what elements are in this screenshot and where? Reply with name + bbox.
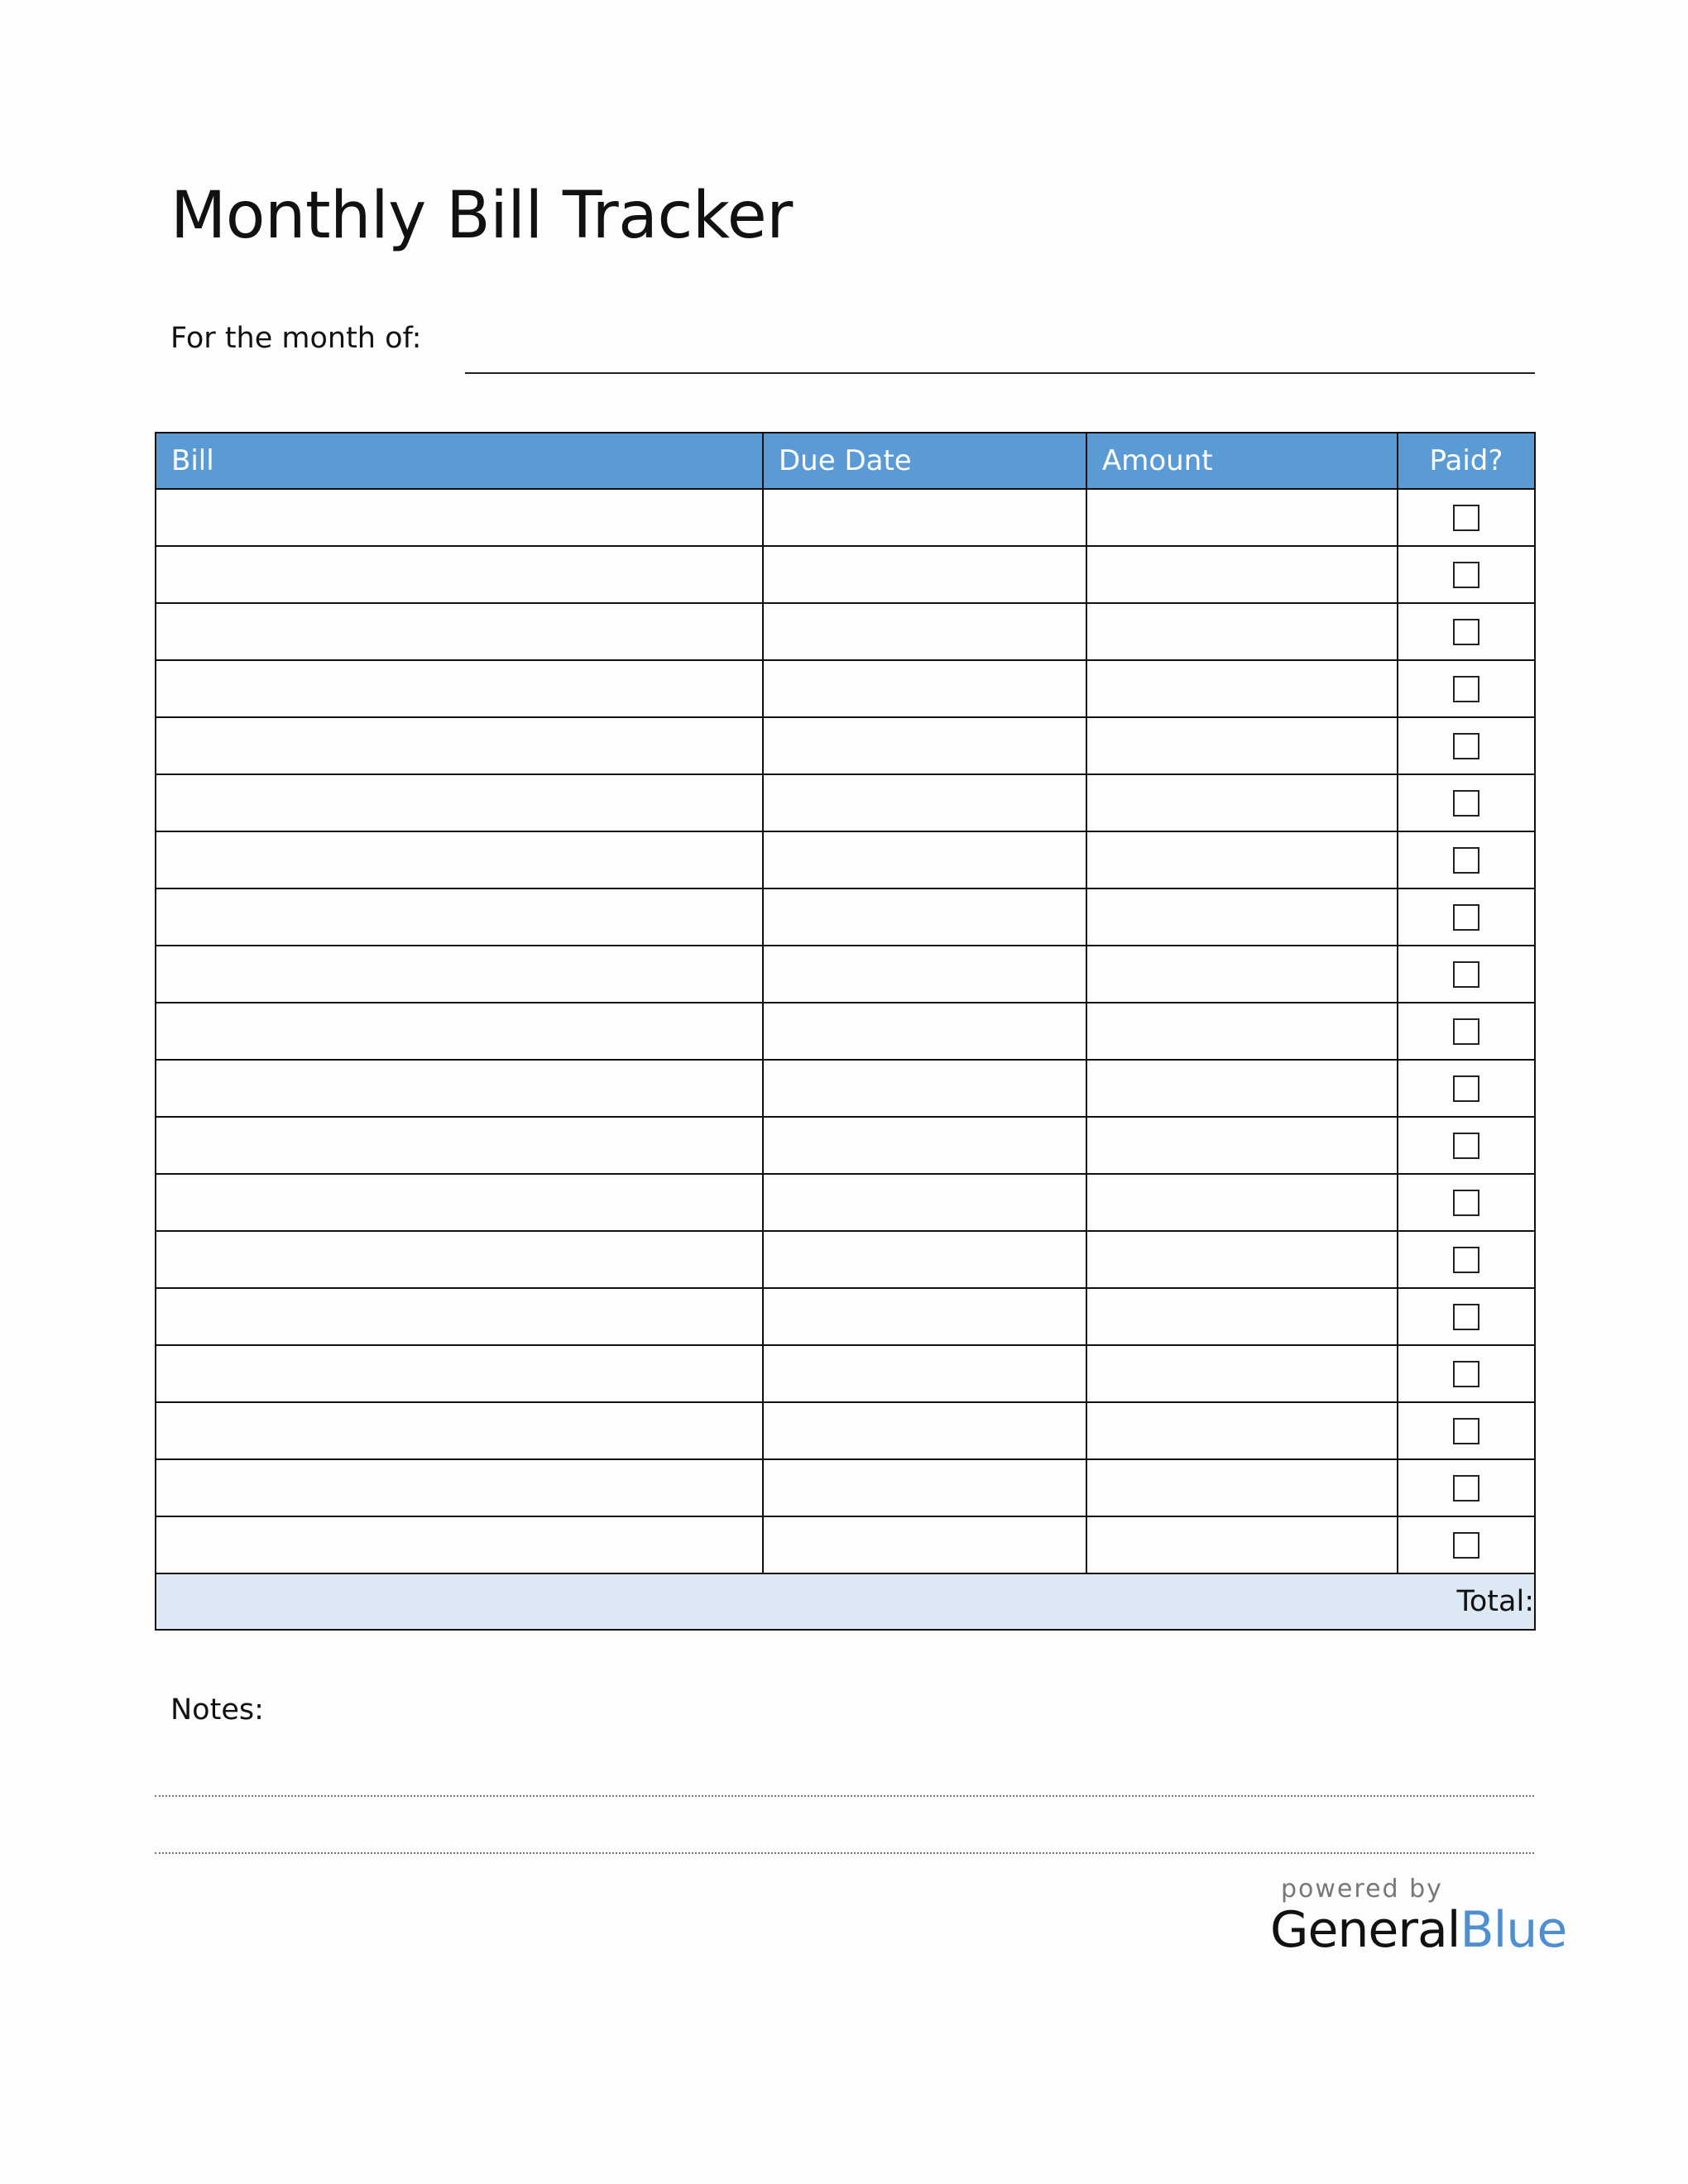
bill-cell[interactable]	[156, 1345, 763, 1402]
bill-cell[interactable]	[156, 1003, 763, 1060]
powered-by-text: powered by	[1281, 1875, 1443, 1904]
amount-cell[interactable]	[1086, 546, 1398, 603]
bill-cell[interactable]	[156, 1060, 763, 1117]
amount-cell[interactable]	[1086, 603, 1398, 660]
amount-cell[interactable]	[1086, 774, 1398, 831]
total-row	[156, 1573, 1535, 1630]
bill-cell[interactable]	[156, 546, 763, 603]
bill-cell[interactable]	[156, 774, 763, 831]
bill-cell[interactable]	[156, 489, 763, 546]
table-row	[156, 774, 1535, 831]
paid-cell	[1398, 1516, 1535, 1573]
bill-cell[interactable]	[156, 660, 763, 717]
paid-cell	[1398, 1459, 1535, 1516]
paid-checkbox[interactable]	[1453, 1247, 1479, 1273]
paid-checkbox[interactable]	[1453, 904, 1479, 931]
table-row	[156, 1345, 1535, 1402]
bill-cell[interactable]	[156, 1288, 763, 1345]
paid-cell	[1398, 660, 1535, 717]
table-row	[156, 603, 1535, 660]
table-row	[156, 946, 1535, 1003]
paid-cell	[1398, 1117, 1535, 1174]
paid-checkbox[interactable]	[1453, 1532, 1479, 1559]
due-date-cell[interactable]	[763, 1231, 1086, 1288]
paid-cell	[1398, 1288, 1535, 1345]
table-row	[156, 546, 1535, 603]
paid-cell	[1398, 1003, 1535, 1060]
bill-cell[interactable]	[156, 1231, 763, 1288]
amount-cell[interactable]	[1086, 1402, 1398, 1459]
due-date-cell[interactable]	[763, 546, 1086, 603]
bill-cell[interactable]	[156, 946, 763, 1003]
due-date-cell[interactable]	[763, 1288, 1086, 1345]
amount-cell[interactable]	[1086, 1516, 1398, 1573]
amount-cell[interactable]	[1086, 660, 1398, 717]
table-row	[156, 489, 1535, 546]
brand-blue: Blue	[1460, 1901, 1567, 1959]
table-row	[156, 831, 1535, 888]
paid-cell	[1398, 1174, 1535, 1231]
amount-cell[interactable]	[1086, 1288, 1398, 1345]
notes-line[interactable]	[155, 1852, 1534, 1854]
paid-checkbox[interactable]	[1453, 961, 1479, 988]
due-date-cell[interactable]	[763, 1516, 1086, 1573]
paid-checkbox[interactable]	[1453, 1304, 1479, 1330]
bill-cell[interactable]	[156, 1174, 763, 1231]
paid-cell	[1398, 546, 1535, 603]
month-label: For the month of:	[170, 322, 422, 355]
table-row	[156, 1516, 1535, 1573]
due-date-cell[interactable]	[763, 489, 1086, 546]
due-date-cell[interactable]	[763, 1060, 1086, 1117]
amount-cell[interactable]	[1086, 888, 1398, 946]
paid-checkbox[interactable]	[1453, 733, 1479, 759]
bill-cell[interactable]	[156, 1402, 763, 1459]
paid-checkbox[interactable]	[1453, 562, 1479, 588]
bill-cell[interactable]	[156, 717, 763, 774]
header-bill: Bill	[156, 433, 763, 489]
paid-checkbox[interactable]	[1453, 1418, 1479, 1444]
bill-rows	[156, 489, 1535, 1573]
amount-cell[interactable]	[1086, 1003, 1398, 1060]
bill-table	[155, 432, 1536, 1631]
due-date-cell[interactable]	[763, 660, 1086, 717]
table-row	[156, 1288, 1535, 1345]
paid-checkbox[interactable]	[1453, 505, 1479, 531]
header-paid: Paid?	[1398, 433, 1535, 489]
table-row	[156, 1060, 1535, 1117]
paid-checkbox[interactable]	[1453, 1018, 1479, 1045]
paid-checkbox[interactable]	[1453, 1133, 1479, 1159]
bill-cell[interactable]	[156, 603, 763, 660]
paid-cell	[1398, 489, 1535, 546]
bill-cell[interactable]	[156, 831, 763, 888]
due-date-cell[interactable]	[763, 603, 1086, 660]
due-date-cell[interactable]	[763, 831, 1086, 888]
amount-cell[interactable]	[1086, 831, 1398, 888]
header-amount: Amount	[1086, 433, 1398, 489]
total-label: Total:	[156, 1573, 1535, 1630]
brand-logo	[1270, 1903, 1566, 1957]
paid-cell	[1398, 717, 1535, 774]
paid-checkbox[interactable]	[1453, 1075, 1479, 1102]
amount-cell[interactable]	[1086, 1345, 1398, 1402]
notes-line[interactable]	[155, 1795, 1534, 1797]
due-date-cell[interactable]	[763, 946, 1086, 1003]
due-date-cell[interactable]	[763, 1117, 1086, 1174]
due-date-cell[interactable]	[763, 1402, 1086, 1459]
due-date-cell[interactable]	[763, 1174, 1086, 1231]
table-row	[156, 660, 1535, 717]
amount-cell[interactable]	[1086, 1231, 1398, 1288]
paid-checkbox[interactable]	[1453, 790, 1479, 817]
due-date-cell[interactable]	[763, 717, 1086, 774]
due-date-cell[interactable]	[763, 1345, 1086, 1402]
due-date-cell[interactable]	[763, 888, 1086, 946]
page-title: Monthly Bill Tracker	[170, 179, 793, 253]
due-date-cell[interactable]	[763, 1003, 1086, 1060]
bill-cell[interactable]	[156, 1459, 763, 1516]
paid-cell	[1398, 1402, 1535, 1459]
paid-cell	[1398, 831, 1535, 888]
table-row	[156, 717, 1535, 774]
header-due-date: Due Date	[763, 433, 1086, 489]
amount-cell[interactable]	[1086, 1117, 1398, 1174]
brand-general: General	[1270, 1901, 1460, 1959]
paid-checkbox[interactable]	[1453, 1190, 1479, 1216]
table-row	[156, 888, 1535, 946]
table-row	[156, 1003, 1535, 1060]
notes-label: Notes:	[170, 1693, 264, 1727]
paid-checkbox[interactable]	[1453, 1361, 1479, 1387]
bill-cell[interactable]	[156, 1117, 763, 1174]
paid-cell	[1398, 1060, 1535, 1117]
paid-cell	[1398, 1345, 1535, 1402]
paid-cell	[1398, 603, 1535, 660]
amount-cell[interactable]	[1086, 717, 1398, 774]
table-row	[156, 1117, 1535, 1174]
table-header-row	[156, 433, 1535, 489]
bill-cell[interactable]	[156, 1516, 763, 1573]
amount-cell[interactable]	[1086, 1459, 1398, 1516]
paid-checkbox[interactable]	[1453, 847, 1479, 874]
paid-cell	[1398, 946, 1535, 1003]
paid-checkbox[interactable]	[1453, 619, 1479, 645]
due-date-cell[interactable]	[763, 774, 1086, 831]
table-row	[156, 1402, 1535, 1459]
amount-cell[interactable]	[1086, 946, 1398, 1003]
amount-cell[interactable]	[1086, 1174, 1398, 1231]
bill-cell[interactable]	[156, 888, 763, 946]
table-row	[156, 1174, 1535, 1231]
paid-cell	[1398, 774, 1535, 831]
paid-cell	[1398, 1231, 1535, 1288]
paid-cell	[1398, 888, 1535, 946]
amount-cell[interactable]	[1086, 489, 1398, 546]
paid-checkbox[interactable]	[1453, 1475, 1479, 1502]
table-row	[156, 1459, 1535, 1516]
amount-cell[interactable]	[1086, 1060, 1398, 1117]
month-input-line[interactable]	[465, 372, 1535, 374]
due-date-cell[interactable]	[763, 1459, 1086, 1516]
table-row	[156, 1231, 1535, 1288]
paid-checkbox[interactable]	[1453, 676, 1479, 702]
